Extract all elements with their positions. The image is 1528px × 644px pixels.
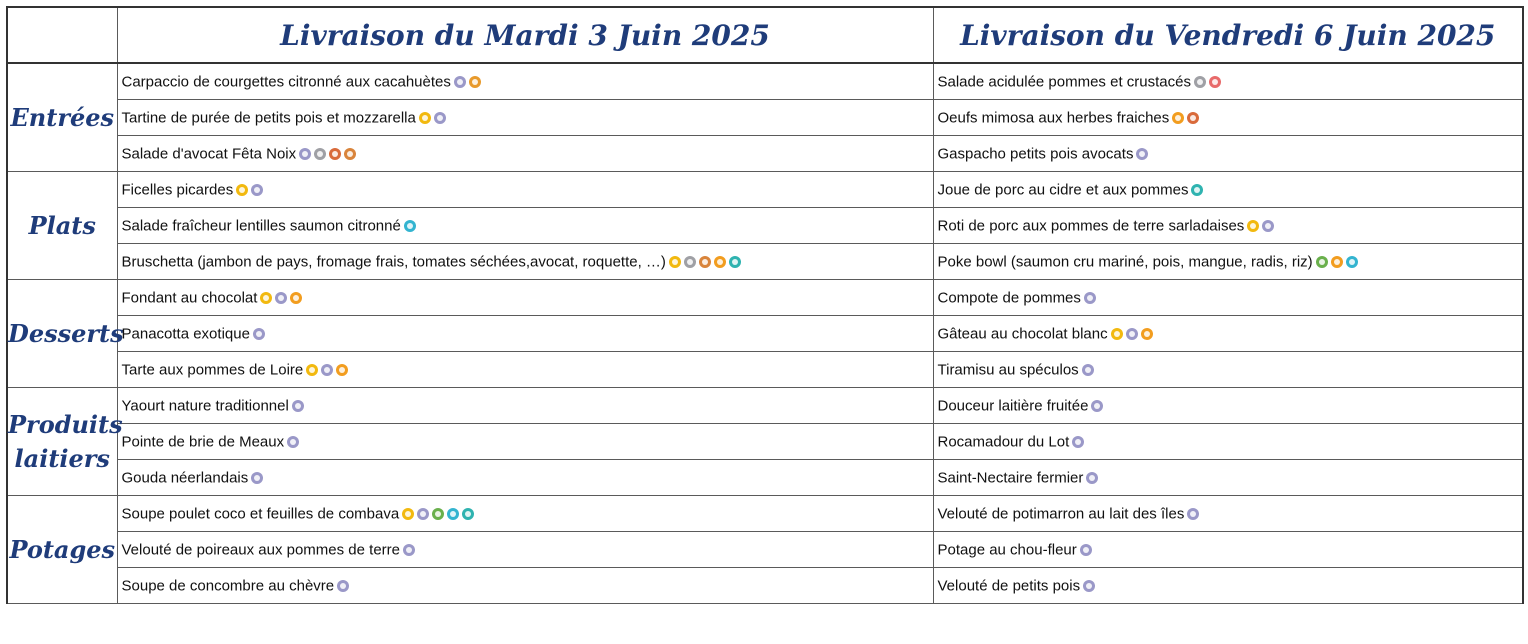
dish-name: Gouda néerlandais: [121, 469, 249, 487]
day1-dish-cell: [117, 63, 933, 100]
gluten-allergen-icon: [1111, 328, 1123, 340]
day1-dish-cell: [117, 532, 933, 568]
lait-allergen-icon: [275, 292, 287, 304]
day2-dish-cell: [933, 352, 1523, 388]
dish-name: Fondant au chocolat: [121, 289, 258, 307]
header-row: [7, 7, 1523, 63]
dish-name: Potage au chou-fleur: [937, 541, 1077, 559]
sesame-allergen-icon: [1194, 76, 1206, 88]
day2-dish-cell: [933, 244, 1523, 280]
menu-row: [7, 63, 1523, 100]
lait-allergen-icon: [1187, 508, 1199, 520]
dish-name: Yaourt nature traditionnel: [121, 397, 289, 415]
day1-dish-cell: [117, 316, 933, 352]
gluten-allergen-icon: [260, 292, 272, 304]
oeuf-allergen-icon: [714, 256, 726, 268]
sesame-allergen-icon: [684, 256, 696, 268]
day1-dish-cell: [117, 496, 933, 532]
dish-name: Ficelles picardes: [121, 181, 234, 199]
day2-dish-cell: [933, 424, 1523, 460]
moutarde-allergen-icon: [329, 148, 341, 160]
gluten-allergen-icon: [402, 508, 414, 520]
dish-name: Soupe de concombre au chèvre: [121, 577, 335, 595]
day1-dish-cell: [117, 136, 933, 172]
day2-dish-cell: [933, 63, 1523, 100]
menu-row: [7, 352, 1523, 388]
dish-name: Rocamadour du Lot: [937, 433, 1070, 451]
lait-allergen-icon: [1080, 544, 1092, 556]
day2-dish-cell: [933, 532, 1523, 568]
day1-dish-cell: [117, 424, 933, 460]
dish-name: Tarte aux pommes de Loire: [121, 361, 304, 379]
dish-name: Salade d'avocat Fêta Noix: [121, 145, 297, 163]
fruits-a-coque-allergen-icon: [344, 148, 356, 160]
lait-allergen-icon: [1082, 364, 1094, 376]
crustaces-allergen-icon: [1209, 76, 1221, 88]
menu-row: [7, 460, 1523, 496]
lait-allergen-icon: [337, 580, 349, 592]
menu-row: [7, 424, 1523, 460]
day1-dish-cell: [117, 352, 933, 388]
oeuf-allergen-icon: [290, 292, 302, 304]
gluten-allergen-icon: [419, 112, 431, 124]
day1-dish-cell: [117, 244, 933, 280]
soja-allergen-icon: [462, 508, 474, 520]
poisson-allergen-icon: [447, 508, 459, 520]
lait-allergen-icon: [1086, 472, 1098, 484]
day2-dish-cell: [933, 460, 1523, 496]
dish-name: Velouté de poireaux aux pommes de terre: [121, 541, 401, 559]
day2-dish-cell: [933, 208, 1523, 244]
lait-allergen-icon: [251, 184, 263, 196]
dish-name: Salade fraîcheur lentilles saumon citronné: [121, 217, 401, 235]
lait-allergen-icon: [1136, 148, 1148, 160]
lait-allergen-icon: [1091, 400, 1103, 412]
poisson-allergen-icon: [404, 220, 416, 232]
lait-allergen-icon: [417, 508, 429, 520]
menu-row: [7, 388, 1523, 424]
day1-dish-cell: [117, 100, 933, 136]
dish-name: Douceur laitière fruitée: [937, 397, 1089, 415]
dish-name: Gaspacho petits pois avocats: [937, 145, 1134, 163]
day1-dish-cell: [117, 172, 933, 208]
gluten-allergen-icon: [669, 256, 681, 268]
day2-dish-cell: [933, 388, 1523, 424]
day2-header: Livraison du Vendredi 6 Juin 2025: [933, 7, 1523, 63]
lait-allergen-icon: [434, 112, 446, 124]
day2-dish-cell: [933, 496, 1523, 532]
menu-body: [7, 63, 1523, 604]
lait-allergen-icon: [251, 472, 263, 484]
category-label: Produits laitiers: [7, 388, 117, 496]
dish-name: Roti de porc aux pommes de terre sarladaises: [937, 217, 1245, 235]
celeri-allergen-icon: [1316, 256, 1328, 268]
day2-dish-cell: [933, 136, 1523, 172]
menu-row: [7, 100, 1523, 136]
lait-allergen-icon: [1262, 220, 1274, 232]
delivery-menu-table: [6, 6, 1524, 604]
menu-row: [7, 280, 1523, 316]
lait-allergen-icon: [1072, 436, 1084, 448]
fruits-a-coque-allergen-icon: [699, 256, 711, 268]
dish-name: Salade acidulée pommes et crustacés: [937, 73, 1191, 91]
lait-allergen-icon: [299, 148, 311, 160]
menu-row: [7, 532, 1523, 568]
dish-name: Joue de porc au cidre et aux pommes: [937, 181, 1189, 199]
menu-row: [7, 496, 1523, 532]
oeuf-allergen-icon: [1331, 256, 1343, 268]
day2-dish-cell: [933, 172, 1523, 208]
category-label: Desserts: [7, 280, 117, 388]
dish-name: Panacotta exotique: [121, 325, 250, 343]
dish-name: Tartine de purée de petits pois et mozzarella: [121, 109, 416, 127]
oeuf-allergen-icon: [1141, 328, 1153, 340]
dish-name: Carpaccio de courgettes citronné aux cacahuètes: [121, 73, 451, 91]
lait-allergen-icon: [1083, 580, 1095, 592]
menu-row: [7, 208, 1523, 244]
menu-row: [7, 244, 1523, 280]
lait-allergen-icon: [287, 436, 299, 448]
lait-allergen-icon: [1126, 328, 1138, 340]
dish-name: Compote de pommes: [937, 289, 1081, 307]
day2-dish-cell: [933, 100, 1523, 136]
dish-name: Tiramisu au spéculos: [937, 361, 1079, 379]
lait-allergen-icon: [403, 544, 415, 556]
day2-dish-cell: [933, 316, 1523, 352]
menu-row: [7, 316, 1523, 352]
category-label: Entrées: [7, 63, 117, 172]
dish-name: Pointe de brie de Meaux: [121, 433, 285, 451]
dish-name: Saint-Nectaire fermier: [937, 469, 1084, 487]
dish-name: Gâteau au chocolat blanc: [937, 325, 1108, 343]
dish-name: Velouté de potimarron au lait des îles: [937, 505, 1185, 523]
lait-allergen-icon: [253, 328, 265, 340]
category-label: Potages: [7, 496, 117, 604]
corner-cell: [7, 7, 117, 63]
menu-row: [7, 568, 1523, 604]
dish-name: Velouté de petits pois: [937, 577, 1081, 595]
soja-allergen-icon: [729, 256, 741, 268]
day2-dish-cell: [933, 568, 1523, 604]
menu-row: [7, 136, 1523, 172]
lait-allergen-icon: [1084, 292, 1096, 304]
dish-name: Poke bowl (saumon cru mariné, pois, mangue, radis, riz): [937, 253, 1313, 271]
sesame-allergen-icon: [314, 148, 326, 160]
day1-dish-cell: [117, 388, 933, 424]
day1-header: Livraison du Mardi 3 Juin 2025: [117, 7, 933, 63]
arachide-allergen-icon: [469, 76, 481, 88]
celeri-allergen-icon: [432, 508, 444, 520]
lait-allergen-icon: [321, 364, 333, 376]
gluten-allergen-icon: [236, 184, 248, 196]
day1-dish-cell: [117, 568, 933, 604]
day1-dish-cell: [117, 460, 933, 496]
category-label: Plats: [7, 172, 117, 280]
moutarde-allergen-icon: [1187, 112, 1199, 124]
lait-allergen-icon: [292, 400, 304, 412]
gluten-allergen-icon: [1247, 220, 1259, 232]
dish-name: Bruschetta (jambon de pays, fromage frais, tomates séchées,avocat, roquette, …): [121, 253, 666, 271]
dish-name: Oeufs mimosa aux herbes fraiches: [937, 109, 1170, 127]
menu-row: [7, 172, 1523, 208]
dish-name: Soupe poulet coco et feuilles de combava: [121, 505, 400, 523]
lait-allergen-icon: [454, 76, 466, 88]
day1-dish-cell: [117, 280, 933, 316]
gluten-allergen-icon: [306, 364, 318, 376]
day1-dish-cell: [117, 208, 933, 244]
oeuf-allergen-icon: [1172, 112, 1184, 124]
day2-dish-cell: [933, 280, 1523, 316]
soja-allergen-icon: [1191, 184, 1203, 196]
oeuf-allergen-icon: [336, 364, 348, 376]
poisson-allergen-icon: [1346, 256, 1358, 268]
